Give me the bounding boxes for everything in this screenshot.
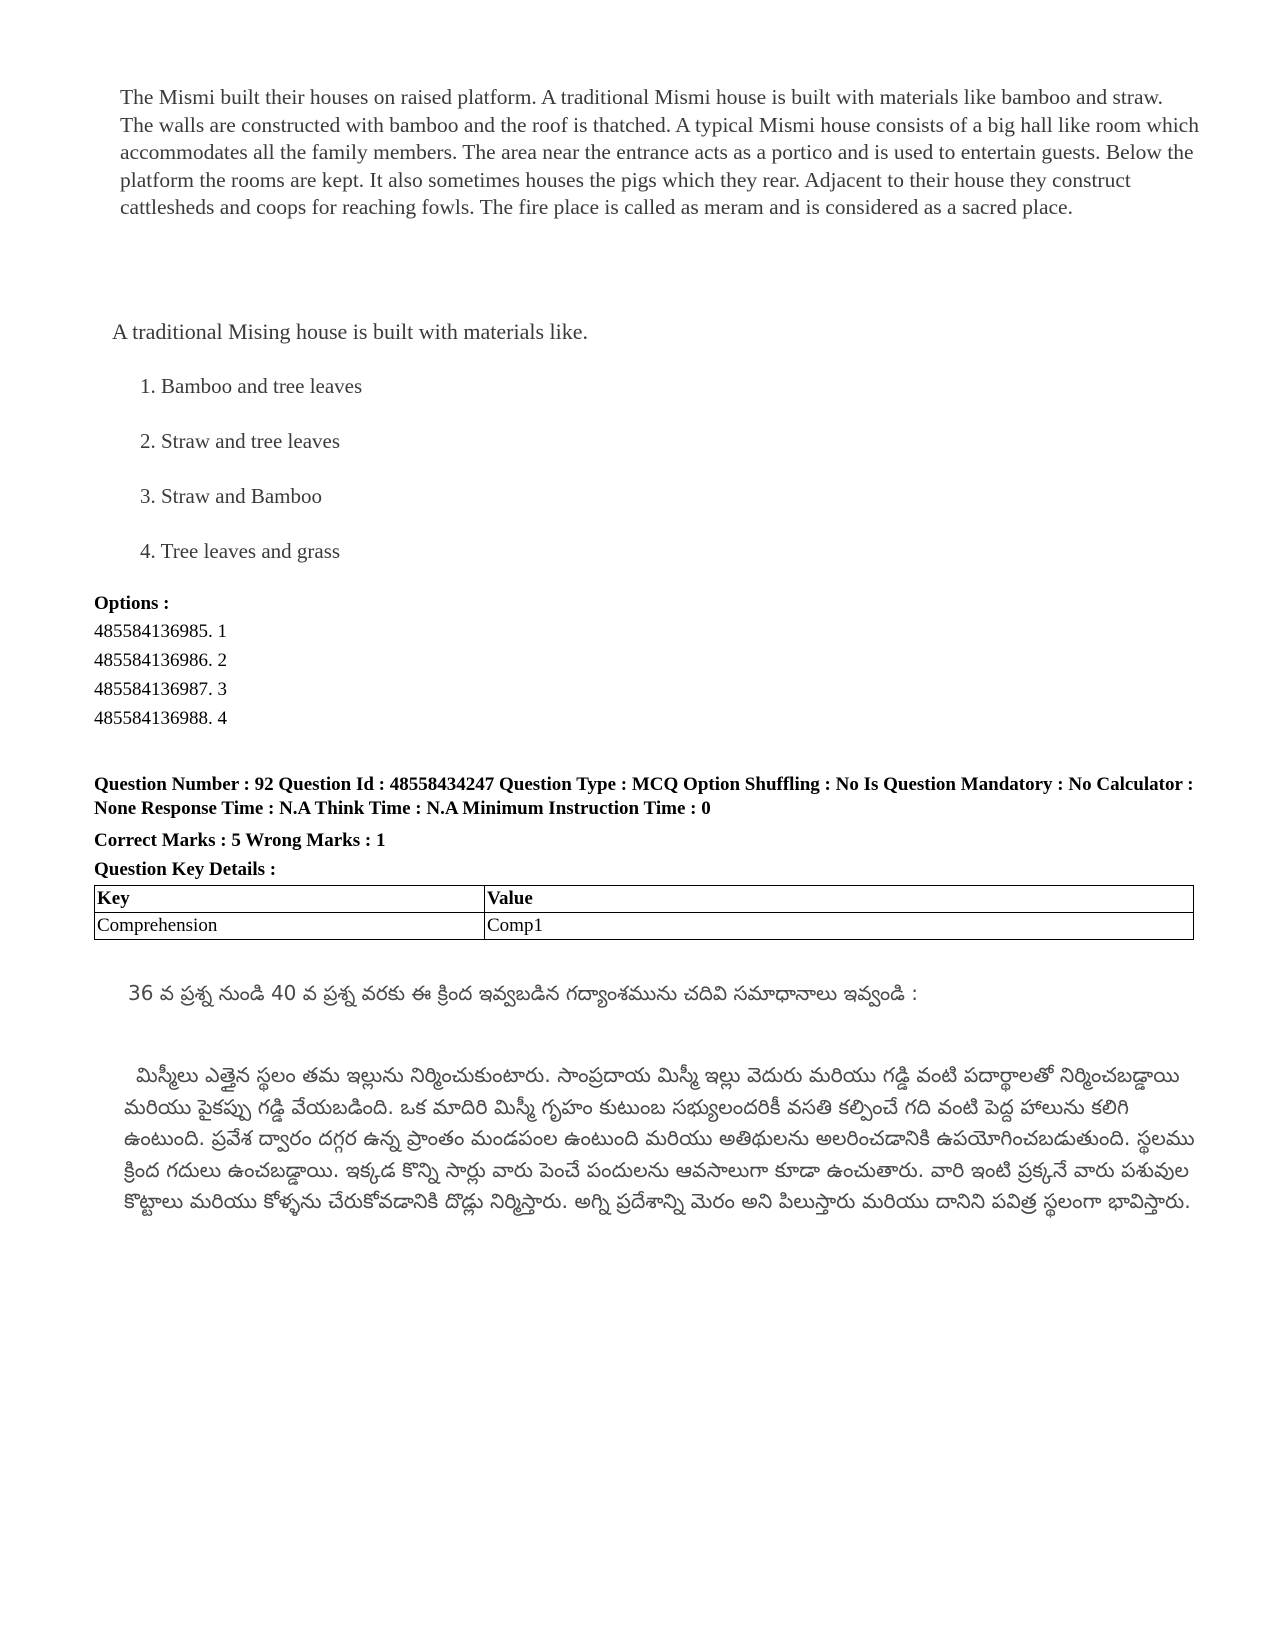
- key-details-table: [94, 885, 1194, 940]
- question-stem: A traditional Mising house is built with materials like.: [112, 319, 589, 344]
- telugu-instruction: 36 వ ప్రశ్న నుండి 40 వ ప్రశ్న వరకు ఈ క్రింద ఇవ్వబడిన గద్యాంశమును చదివి సమాధానాలు ఇవ్వండి :: [128, 981, 919, 1005]
- choice-item: 1. Bamboo and tree leaves: [140, 374, 363, 398]
- choice-item: 2. Straw and tree leaves: [140, 429, 341, 453]
- option-id-item: 485584136986. 2: [94, 650, 227, 671]
- table-row: [95, 913, 1194, 940]
- option-id-item: 485584136987. 3: [94, 679, 227, 700]
- option-id-item: 485584136988. 4: [94, 708, 227, 729]
- answer-choices: [140, 372, 362, 592]
- marks-line: Correct Marks : 5 Wrong Marks : 1: [94, 830, 386, 851]
- options-list: [94, 617, 227, 733]
- table-cell-value: Comp1: [485, 913, 1194, 940]
- question-metadata: Question Number : 92 Question Id : 48558434247 Question Type : MCQ Option Shuffling : No Is Question Mandatory : No Calculator : None Response Time : N.A Think Time : N.A Minimum Instruction Time : 0: [94, 774, 1194, 819]
- telugu-passage: మిస్మీలు ఎత్తైన స్థలం తమ ఇల్లును నిర్మించుకుంటారు. సాంప్రదాయ మిస్మీ ఇల్లు వెదురు మరియు గడ్డి వంటి పదార్థాలతో నిర్మించబడ్డాయి మరియు పైకప్పు గడ్డి వేయబడింది. ఒక మాదిరి మిస్మీ గృహం కుటుంబ సభ్యులందరికీ వసతి కల్పించే గది వంటి పెద్ద హాలును కలిగి ఉంటుంది. ప్రవేశ ద్వారం దగ్గర ఉన్న ప్రాంతం మండపంల ఉంటుంది మరియు అతిథులను అలరించడానికి ఉపయోగించబడుతుంది. స్థలము క్రింద గదులు ఉంచబడ్డాయి. ఇక్కడ కొన్ని సార్లు వారు పెంచే పందులను ఆవసాలుగా కూడా ఉంచుతారు. వారి ఇంటి ప్రక్కనే వారు పశువుల కొట్టాలు మరియు కోళ్ళను చేరుకోవడానికి దొడ్లు నిర్మిస్తారు. అగ్ని ప్రదేశాన్ని మెరం అని పిలుస్తారు మరియు దానిని పవిత్ర స్థలంగా భావిస్తారు.: [124, 1063, 1195, 1213]
- key-details-heading: Question Key Details :: [94, 859, 277, 880]
- choice-item: 3. Straw and Bamboo: [140, 484, 322, 508]
- table-cell-key: Comprehension: [95, 913, 485, 940]
- options-heading: Options :: [94, 593, 170, 614]
- english-passage: The Mismi built their houses on raised platform. A traditional Mismi house is built with materials like bamboo and straw. The walls are constructed with bamboo and the roof is thatched. A typical Mismi house consists of a big hall like room which accommodates all the family members. The area near the entrance acts as a portico and is used to entertain guests. Below the platform the rooms are kept. It also sometimes houses the pigs which they rear. Adjacent to their house they construct cattlesheds and coops for reaching fowls. The fire place is called as meram and is considered as a sacred place.: [120, 85, 1199, 219]
- table-header-value: Value: [485, 886, 1194, 913]
- option-id-item: 485584136985. 1: [94, 621, 227, 642]
- table-header-key: Key: [95, 886, 485, 913]
- table-header-row: [95, 886, 1194, 913]
- choice-item: 4. Tree leaves and grass: [140, 539, 341, 563]
